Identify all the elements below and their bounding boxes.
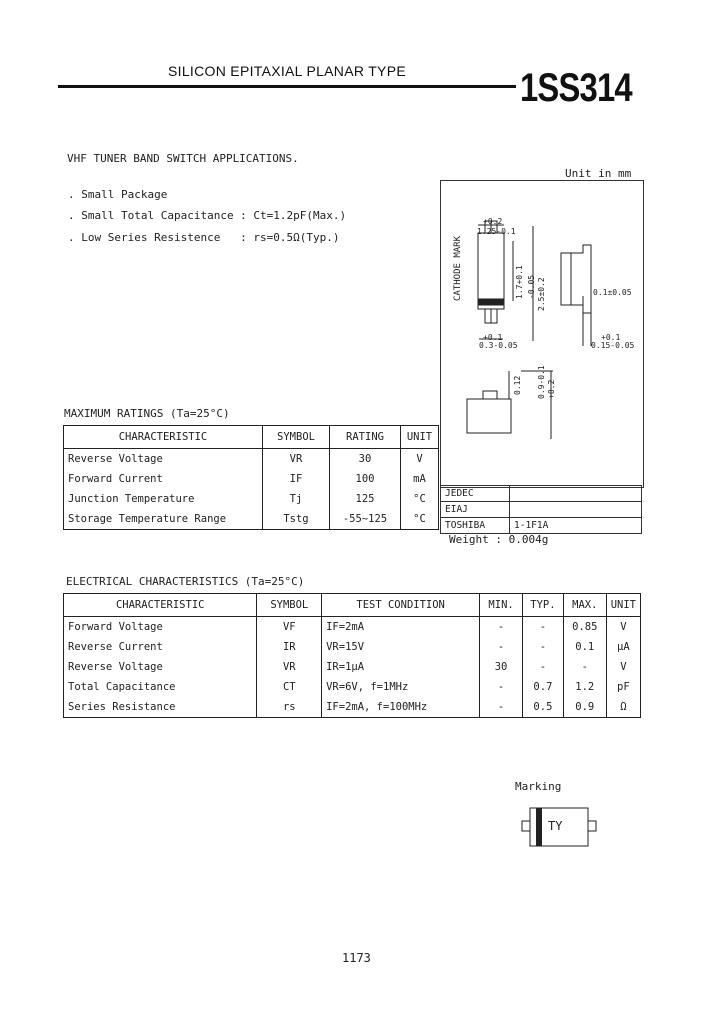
cathode-mark-label: CATHODE MARK <box>453 235 463 301</box>
table-header-row <box>64 426 439 449</box>
table-row <box>441 502 642 518</box>
cell: Storage Temperature Range <box>64 509 263 530</box>
dim-label: +0.1 <box>483 333 503 342</box>
cell: - <box>563 657 606 677</box>
table-row <box>64 657 641 677</box>
cell: VF <box>257 617 322 638</box>
table-row <box>64 509 439 530</box>
package-drawing <box>440 180 644 488</box>
cell: Tstg <box>263 509 330 530</box>
cell: Forward Current <box>64 469 263 489</box>
table-row <box>64 489 439 509</box>
dim-label: 1.7+0.1 <box>515 265 524 299</box>
table-row <box>64 449 439 470</box>
package-standards-table <box>440 485 642 534</box>
feature-item: . Small Package <box>68 188 168 201</box>
cell: μA <box>606 637 640 657</box>
cell: 30 <box>480 657 523 677</box>
unit-label: Unit in mm <box>565 167 632 180</box>
cell: Total Capacitance <box>64 677 257 697</box>
dim-label: 2.5±0.2 <box>537 277 546 311</box>
column-header: MIN. <box>480 594 523 617</box>
cell: pF <box>606 677 640 697</box>
dim-label: 0.1±0.05 <box>593 288 632 297</box>
column-header: UNIT <box>401 426 439 449</box>
dim-label: +0.2 <box>483 217 503 226</box>
std-label: TOSHIBA <box>441 518 510 534</box>
table-row <box>64 469 439 489</box>
feature-item: . Low Series Resistence : rs=0.5Ω(Typ.) <box>68 231 340 244</box>
column-header: RATING <box>330 426 401 449</box>
elec-chars-table <box>63 593 641 718</box>
column-header: SYMBOL <box>263 426 330 449</box>
part-number: 1SS314 <box>520 66 632 110</box>
cell: - <box>480 617 523 638</box>
cell: V <box>401 449 439 470</box>
dim-label: 0.15-0.05 <box>591 341 635 350</box>
table-row <box>441 518 642 534</box>
cell: IF=2mA, f=100MHz <box>322 697 480 718</box>
cell: V <box>606 657 640 677</box>
max-ratings-table <box>63 425 439 530</box>
cell: 1.2 <box>563 677 606 697</box>
feature-item: . Small Total Capacitance : Ct=1.2pF(Max.) <box>68 209 347 222</box>
cell: IF <box>263 469 330 489</box>
cell: 0.7 <box>522 677 563 697</box>
cell: VR <box>263 449 330 470</box>
table-row <box>441 486 642 502</box>
cell: Reverse Current <box>64 637 257 657</box>
cell: Reverse Voltage <box>64 449 263 470</box>
cell: Reverse Voltage <box>64 657 257 677</box>
cell: °C <box>401 509 439 530</box>
std-value: 1-1F1A <box>510 518 642 534</box>
elec-chars-title: ELECTRICAL CHARACTERISTICS (Ta=25°C) <box>66 575 305 588</box>
cell: Tj <box>263 489 330 509</box>
cell: CT <box>257 677 322 697</box>
column-header: TYP. <box>522 594 563 617</box>
std-label: JEDEC <box>441 486 510 502</box>
dim-label: +0.1 <box>601 333 621 342</box>
cell: -55~125 <box>330 509 401 530</box>
cell: - <box>480 697 523 718</box>
cell: 0.1 <box>563 637 606 657</box>
cell: VR=6V, f=1MHz <box>322 677 480 697</box>
cell: 30 <box>330 449 401 470</box>
weight-label: Weight : 0.004g <box>449 533 549 546</box>
cell: - <box>522 657 563 677</box>
std-value <box>510 502 642 518</box>
cell: mA <box>401 469 439 489</box>
cell: Ω <box>606 697 640 718</box>
table-row <box>64 677 641 697</box>
cell: 0.9 <box>563 697 606 718</box>
table-row <box>64 617 641 638</box>
application-text: VHF TUNER BAND SWITCH APPLICATIONS. <box>67 152 299 165</box>
cell: - <box>522 637 563 657</box>
cell: IR=1μA <box>322 657 480 677</box>
cell: - <box>522 617 563 638</box>
cell: 100 <box>330 469 401 489</box>
cell: VR <box>257 657 322 677</box>
page-number: 1173 <box>342 951 371 965</box>
dim-label: +0.2 <box>547 379 556 399</box>
cell: 125 <box>330 489 401 509</box>
cell: V <box>606 617 640 638</box>
dim-label: 1.25-0.1 <box>477 227 516 236</box>
cell: rs <box>257 697 322 718</box>
cell: IR <box>257 637 322 657</box>
column-header: MAX. <box>563 594 606 617</box>
cell: Forward Voltage <box>64 617 257 638</box>
cell: 0.5 <box>522 697 563 718</box>
column-header: UNIT <box>606 594 640 617</box>
cell: °C <box>401 489 439 509</box>
cell: 0.85 <box>563 617 606 638</box>
max-ratings-title: MAXIMUM RATINGS (Ta=25°C) <box>64 407 230 420</box>
column-header: SYMBOL <box>257 594 322 617</box>
document-subtitle: SILICON EPITAXIAL PLANAR TYPE <box>168 63 406 79</box>
cell: VR=15V <box>322 637 480 657</box>
std-value <box>510 486 642 502</box>
column-header: CHARACTERISTIC <box>64 594 257 617</box>
column-header: TEST CONDITION <box>322 594 480 617</box>
cell: - <box>480 677 523 697</box>
dim-label: 0.12 <box>513 375 522 395</box>
cell: Junction Temperature <box>64 489 263 509</box>
table-header-row <box>64 594 641 617</box>
table-row <box>64 637 641 657</box>
dim-label: 0.9-0.1 <box>537 365 546 399</box>
marking-code: TY <box>548 819 563 833</box>
std-label: EIAJ <box>441 502 510 518</box>
header-rule <box>58 85 516 88</box>
column-header: CHARACTERISTIC <box>64 426 263 449</box>
dim-label: 0.3-0.05 <box>479 341 518 350</box>
cell: Series Resistance <box>64 697 257 718</box>
dim-label: -0.05 <box>527 274 536 299</box>
cell: IF=2mA <box>322 617 480 638</box>
marking-label: Marking <box>515 780 562 793</box>
table-row <box>64 697 641 718</box>
cell: - <box>480 637 523 657</box>
